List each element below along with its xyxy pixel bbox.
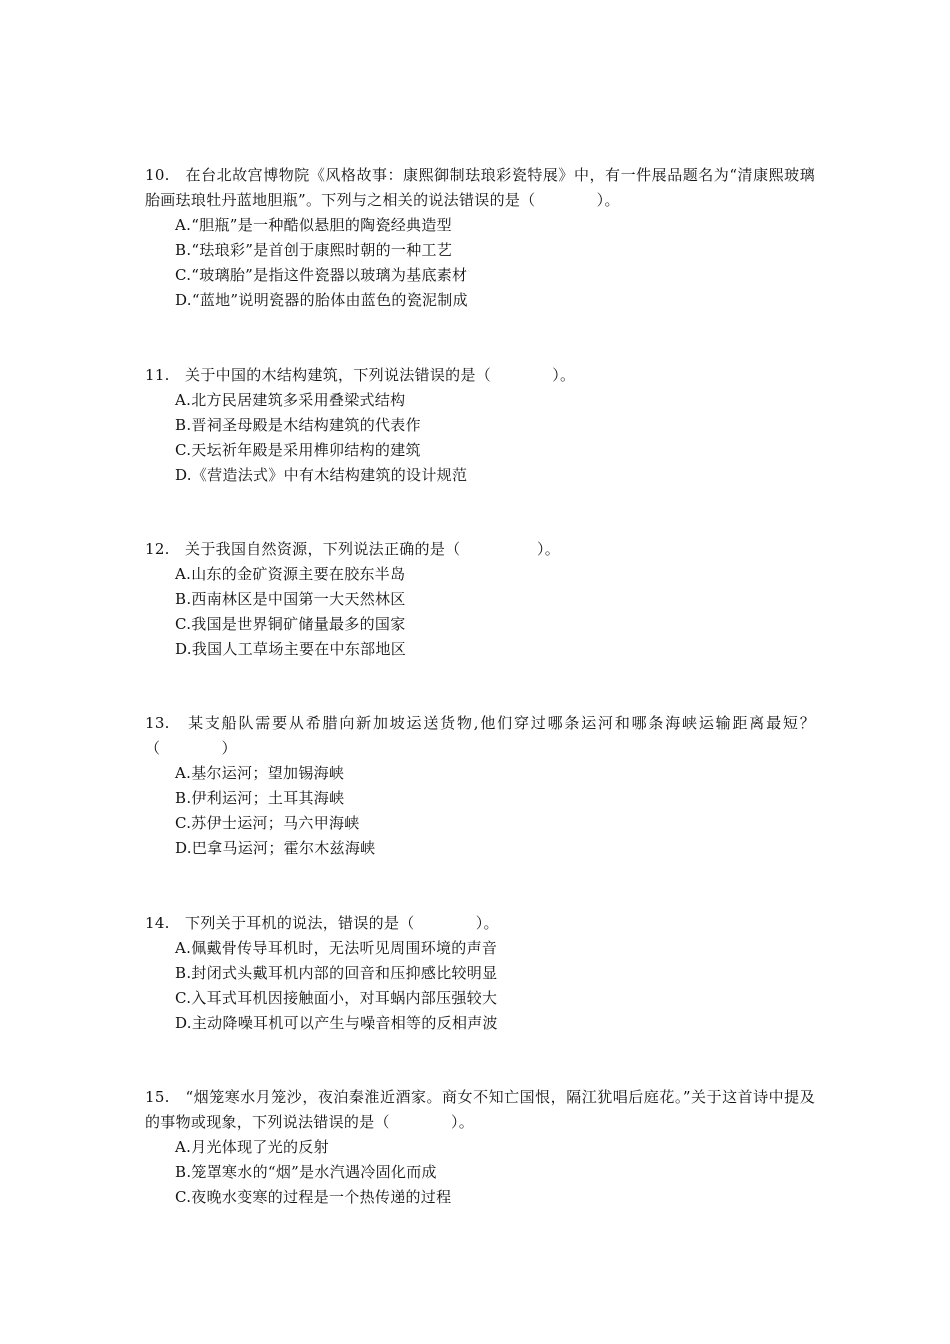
option-a: A.月光体现了光的反射 bbox=[175, 1138, 329, 1156]
option-list bbox=[145, 388, 815, 488]
question-13 bbox=[145, 711, 815, 861]
option-a: A.北方民居建筑多采用叠梁式结构 bbox=[175, 391, 406, 409]
option-c: C.“玻璃胎”是指这件瓷器以玻璃为基底素材 bbox=[175, 266, 468, 284]
option-b: B.西南林区是中国第一大天然林区 bbox=[175, 590, 406, 608]
option-c: C.我国是世界铜矿储量最多的国家 bbox=[175, 615, 406, 633]
option-list bbox=[145, 761, 815, 861]
option-b: B.笼罩寒水的“烟”是水汽遇冷固化而成 bbox=[175, 1163, 437, 1181]
question-15 bbox=[145, 1085, 815, 1210]
question-stem: 15. “烟笼寒水月笼沙，夜泊秦淮近酒家。商女不知亡国恨，隔江犹唱后庭花。”关于这首诗中提及的事物或现象，下列说法错误的是（ ）。 bbox=[145, 1088, 815, 1131]
question-11 bbox=[145, 363, 815, 488]
option-b: B.伊利运河；土耳其海峡 bbox=[175, 789, 345, 807]
option-a: A.基尔运河；望加锡海峡 bbox=[175, 764, 345, 782]
question-stem: 11. 关于中国的木结构建筑，下列说法错误的是（ ）。 bbox=[145, 366, 576, 384]
option-list bbox=[145, 1135, 815, 1210]
question-14 bbox=[145, 911, 815, 1036]
option-d: D.《营造法式》中有木结构建筑的设计规范 bbox=[175, 466, 468, 484]
option-c: C.入耳式耳机因接触面小，对耳蜗内部压强较大 bbox=[175, 989, 498, 1007]
option-a: A.“胆瓶”是一种酷似悬胆的陶瓷经典造型 bbox=[175, 216, 452, 234]
option-d: D.巴拿马运河；霍尔木兹海峡 bbox=[175, 839, 376, 857]
question-stem: 14. 下列关于耳机的说法，错误的是（ ）。 bbox=[145, 914, 499, 932]
question-10 bbox=[145, 163, 815, 313]
option-b: B.“珐琅彩”是首创于康熙时朝的一种工艺 bbox=[175, 241, 453, 259]
question-stem: 13. 某支船队需要从希腊向新加坡运送货物,他们穿过哪条运河和哪条海峡运输距离最短？（ ） bbox=[145, 714, 815, 757]
option-c: C.夜晚水变寒的过程是一个热传递的过程 bbox=[175, 1188, 452, 1206]
option-list bbox=[145, 213, 815, 313]
option-b: B.封闭式头戴耳机内部的回音和压抑感比较明显 bbox=[175, 964, 498, 982]
option-c: C.苏伊士运河；马六甲海峡 bbox=[175, 814, 360, 832]
option-d: D.“蓝地”说明瓷器的胎体由蓝色的瓷泥制成 bbox=[175, 291, 468, 309]
option-list bbox=[145, 936, 815, 1036]
option-d: D.我国人工草场主要在中东部地区 bbox=[175, 640, 407, 658]
option-d: D.主动降噪耳机可以产生与噪音相等的反相声波 bbox=[175, 1014, 498, 1032]
question-stem: 12. 关于我国自然资源，下列说法正确的是（ ）。 bbox=[145, 540, 561, 558]
option-a: A.山东的金矿资源主要在胶东半岛 bbox=[175, 565, 406, 583]
option-b: B.晋祠圣母殿是木结构建筑的代表作 bbox=[175, 416, 421, 434]
question-stem: 10. 在台北故宫博物院《风格故事：康熙御制珐琅彩瓷特展》中，有一件展品题名为“清康熙玻璃胎画珐琅牡丹蓝地胆瓶”。下列与之相关的说法错误的是（ ）。 bbox=[145, 166, 815, 209]
option-list bbox=[145, 562, 815, 662]
option-a: A.佩戴骨传导耳机时，无法听见周围环境的声音 bbox=[175, 939, 498, 957]
option-c: C.天坛祈年殿是采用榫卯结构的建筑 bbox=[175, 441, 421, 459]
question-12 bbox=[145, 537, 815, 662]
